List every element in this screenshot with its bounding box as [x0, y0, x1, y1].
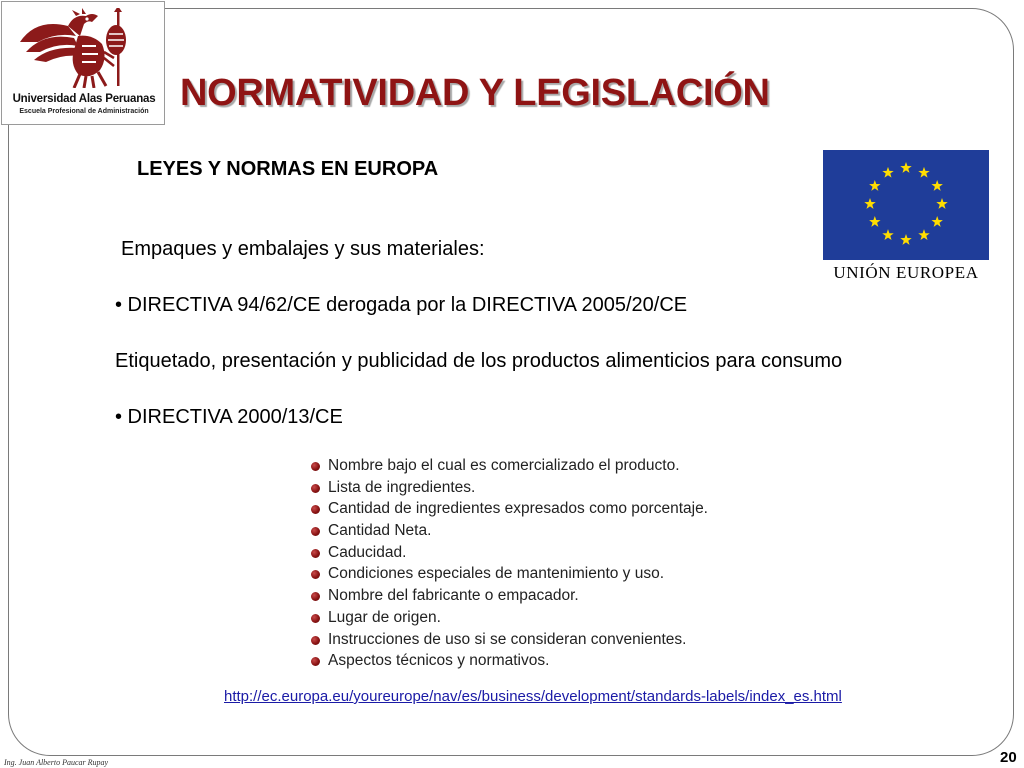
school-name: Escuela Profesional de Administración — [19, 108, 149, 115]
packaging-heading: Empaques y embalajes y sus materiales: — [121, 238, 485, 260]
requirement-item — [309, 477, 708, 499]
requirement-text: Cantidad Neta. — [328, 522, 432, 540]
requirement-text: Caducidad. — [328, 543, 407, 561]
requirement-text: Nombre bajo el cual es comercializado el producto. — [328, 457, 680, 474]
bullet-icon — [311, 592, 320, 601]
bullet-icon — [311, 657, 320, 666]
requirement-item — [309, 650, 708, 672]
requirement-item — [309, 498, 708, 520]
bullet-icon — [311, 527, 320, 536]
eu-reference-link[interactable]: http://ec.europa.eu/youreurope/nav/es/business/development/standards-labels/index_es.html — [224, 688, 842, 705]
bullet-icon — [311, 614, 320, 623]
section-heading: LEYES Y NORMAS EN EUROPA — [137, 158, 439, 180]
eu-flag-icon — [823, 150, 989, 260]
requirement-text: Lugar de origen. — [328, 608, 441, 626]
page-title: NORMATIVIDAD Y LEGISLACIÓN — [180, 72, 770, 114]
bullet-icon — [311, 462, 320, 471]
page-number: 20 — [1000, 749, 1017, 766]
requirement-item — [309, 563, 708, 585]
eu-label: UNIÓN EUROPEA — [833, 263, 979, 282]
university-logo — [1, 1, 165, 125]
bullet-icon — [311, 549, 320, 558]
requirements-list — [309, 455, 708, 672]
labeling-heading: Etiquetado, presentación y publicidad de los productos alimenticios para consumo — [115, 350, 843, 372]
author-credit: Ing. Juan Alberto Paucar Rupay — [4, 758, 109, 767]
requirement-text: Condiciones especiales de mantenimiento y uso. — [328, 565, 665, 583]
bullet-icon — [311, 505, 320, 514]
requirement-item — [309, 629, 708, 651]
bullet-icon — [311, 570, 320, 579]
requirement-text: Nombre del fabricante o empacador. — [328, 587, 579, 605]
requirement-item — [309, 585, 708, 607]
university-name: Universidad Alas Peruanas — [12, 93, 156, 105]
requirement-text: Aspectos técnicos y normativos. — [328, 652, 550, 670]
requirement-item — [309, 542, 708, 564]
directive-packaging: • DIRECTIVA 94/62/CE derogada por la DIRECTIVA 2005/20/CE — [115, 294, 688, 316]
requirement-text: Instrucciones de uso si se consideran convenientes. — [328, 630, 687, 648]
requirement-text: Lista de ingredientes. — [328, 478, 476, 496]
requirement-item — [309, 455, 708, 477]
requirement-item — [309, 520, 708, 542]
requirement-item — [309, 607, 708, 629]
requirement-text: Cantidad de ingredientes expresados como porcentaje. — [328, 500, 708, 518]
directive-labeling: • DIRECTIVA 2000/13/CE — [115, 406, 343, 428]
bullet-icon — [311, 484, 320, 493]
stylized-bird-logo-icon — [16, 8, 136, 88]
bullet-icon — [311, 636, 320, 645]
